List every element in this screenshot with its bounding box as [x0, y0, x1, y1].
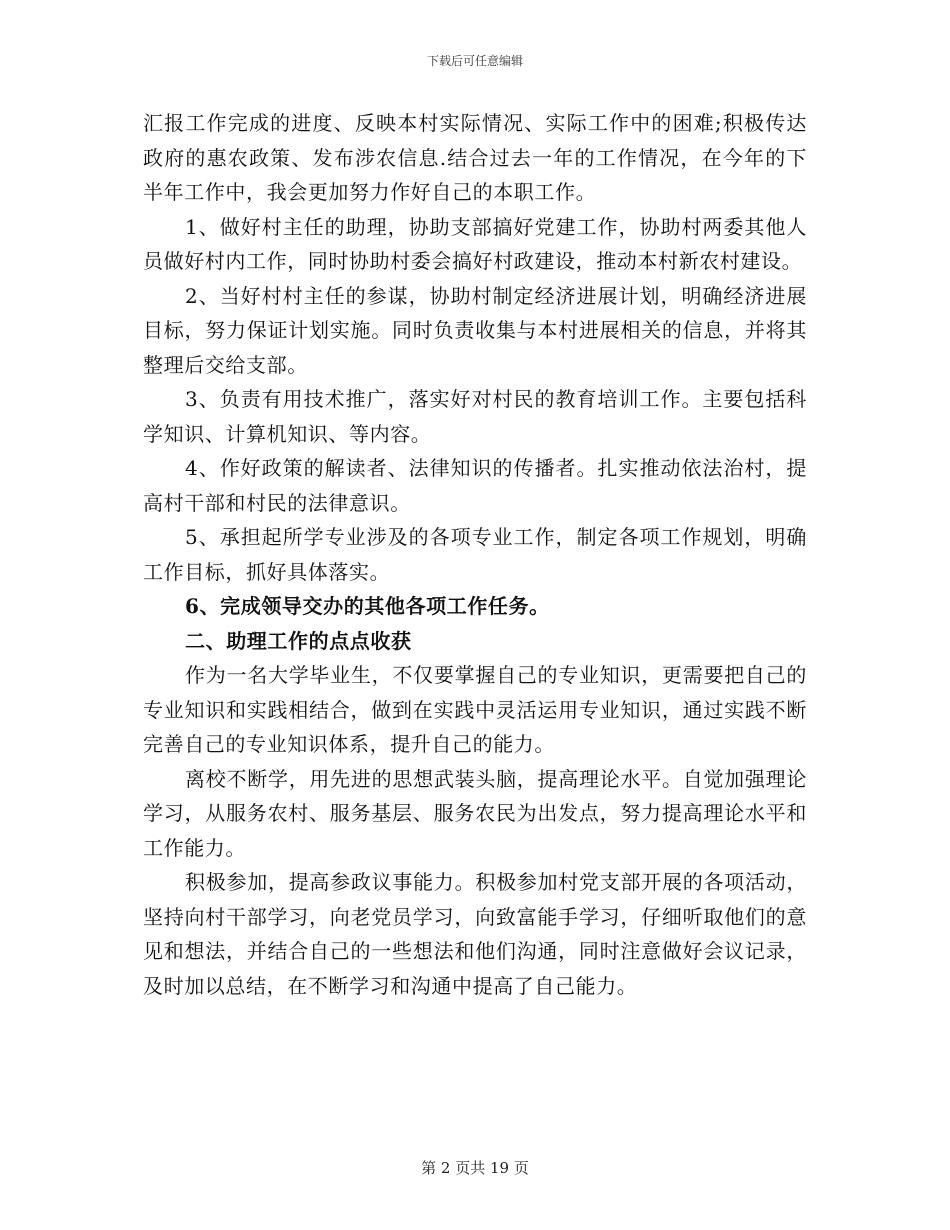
paragraph-bold: 6、完成领导交办的其他各项工作任务。 [185, 594, 550, 618]
paragraph: 积极参加，提高参政议事能力。积极参加村党支部开展的各项活动，坚持向村干部学习，向老党员学习，向致富能手学习，仔细听取他们的意见和想法，并结合自己的一些想法和他们沟通，同时注意做好会议记录，及时加以总结，在不断学习和沟通中提高了自己能力。 [143, 870, 807, 998]
paragraph: 作为一名大学毕业生，不仅要掌握自己的专业知识，更需要把自己的专业知识和实践相结合，做到在实践中灵活运用专业知识，通过实践不断完善自己的专业知识体系，提升自己的能力。 [143, 663, 807, 756]
page-header: 下载后可任意编辑 [426, 54, 523, 68]
paragraph: 5、承担起所学专业涉及的各项专业工作，制定各项工作规划，明确工作目标，抓好具体落实。 [143, 525, 807, 584]
paragraph: 离校不断学，用先进的思想武装头脑，提高理论水平。自觉加强理论学习，从服务农村、服务基层、服务农民为出发点，努力提高理论水平和工作能力。 [143, 766, 807, 860]
document-body [143, 106, 807, 1003]
paragraph: 3、负责有用技术推广，落实好对村民的教育培训工作。主要包括科学知识、计算机知识、等内容。 [143, 387, 807, 446]
paragraph: 2、当好村村主任的参谋，协助村制定经济进展计划，明确经济进展目标，努力保证计划实施。同时负责收集与本村进展相关的信息，并将其整理后交给支部。 [143, 283, 807, 377]
page-footer: 第 2 页共 19 页 [421, 1159, 529, 1177]
paragraph: 4、作好政策的解读者、法律知识的传播者。扎实推动依法治村，提高村干部和村民的法律意识。 [143, 456, 807, 515]
paragraph: 汇报工作完成的进度、反映本村实际情况、实际工作中的困难;积极传达政府的惠农政策、发布涉农信息.结合过去一年的工作情况，在今年的下半年工作中，我会更加努力作好自己的本职工作。 [143, 111, 807, 204]
paragraph: 1、做好村主任的助理，协助支部搞好党建工作，协助村两委其他人员做好村内工作，同时协助村委会搞好村政建设，推动本村新农村建设。 [143, 214, 807, 273]
section-heading: 二、助理工作的点点收获 [185, 628, 412, 653]
